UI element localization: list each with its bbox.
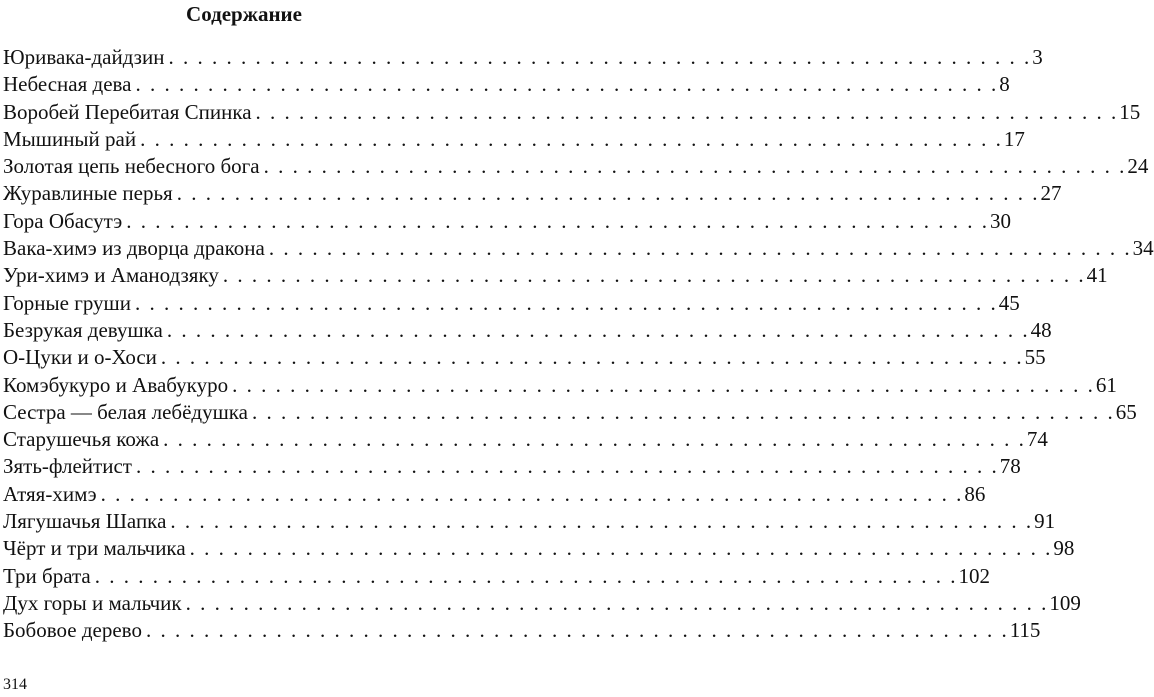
toc-entry — [3, 481, 986, 508]
toc-entry — [3, 235, 1154, 262]
toc-entry-title: Золотая цепь небесного бога — [3, 154, 260, 179]
toc-entry-page: 55 — [1024, 345, 1046, 370]
toc-leader-dots: . . . . . . . . . . . . . . . . . . . . . . . . . . . . . . . . . . . . . . . . . . . . . . . . . . . . . . . . . . . . — [268, 236, 1132, 261]
toc-entry-title: О-Цуки и о-Хоси — [3, 345, 157, 370]
toc-leader-dots: . . . . . . . . . . . . . . . . . . . . . . . . . . . . . . . . . . . . . . . . . . . . . . . . . . . . . . . . . . . . — [126, 208, 990, 233]
toc-entry-page: 74 — [1026, 427, 1048, 452]
toc-entry — [3, 99, 1141, 126]
toc-leader-dots: . . . . . . . . . . . . . . . . . . . . . . . . . . . . . . . . . . . . . . . . . . . . . . . . . . . . . . . . . . . . — [176, 181, 1040, 206]
toc-entry-page: 48 — [1030, 317, 1052, 342]
toc-entry-page: 91 — [1034, 509, 1056, 534]
toc-entry-title: Дух горы и мальчик — [3, 590, 182, 615]
toc-entry — [3, 262, 1108, 289]
toc-entry-page: 41 — [1086, 263, 1108, 288]
toc-entry-page: 3 — [1032, 45, 1043, 69]
toc-entry — [3, 590, 1081, 617]
toc-entry-page: 65 — [1115, 399, 1137, 424]
toc-entry — [3, 344, 1046, 371]
toc-entry — [3, 535, 1075, 562]
toc-leader-dots: . . . . . . . . . . . . . . . . . . . . . . . . . . . . . . . . . . . . . . . . . . . . . . . . . . . . . . . . . . . . — [170, 509, 1034, 534]
toc-entry-page: 17 — [1003, 126, 1025, 151]
toc-leader-dots: . . . . . . . . . . . . . . . . . . . . . . . . . . . . . . . . . . . . . . . . . . . . . . . . . . . . . . . . . . . . — [232, 372, 1095, 397]
toc-entry-title: Юривака-дайдзин — [3, 45, 165, 69]
toc-entry — [3, 563, 990, 590]
toc-entry-page: 45 — [998, 290, 1020, 315]
toc-entry-title: Мышиный рай — [3, 126, 137, 151]
toc-leader-dots: . . . . . . . . . . . . . . . . . . . . . . . . . . . . . . . . . . . . . . . . . . . . . . . . . . . . . . . . . . . . — [166, 317, 1030, 342]
toc-entry-title: Вака-химэ из дворца дракона — [3, 236, 265, 261]
toc-entry-title: Ури-химэ и Аманодзяку — [3, 263, 219, 288]
toc-leader-dots: . . . . . . . . . . . . . . . . . . . . . . . . . . . . . . . . . . . . . . . . . . . . . . . . . . . . . . . . . . . . — [134, 290, 998, 315]
toc-leader-dots: . . . . . . . . . . . . . . . . . . . . . . . . . . . . . . . . . . . . . . . . . . . . . . . . . . . . . . . . . . . . — [185, 590, 1049, 615]
toc-entry-title: Журавлиные перья — [3, 181, 173, 206]
toc-entry — [3, 453, 1021, 480]
toc-leader-dots: . . . . . . . . . . . . . . . . . . . . . . . . . . . . . . . . . . . . . . . . . . . . . . . . . . . . . . . . . . . . — [222, 263, 1086, 288]
toc-entry — [3, 71, 1010, 98]
toc-entry — [3, 180, 1062, 207]
toc-leader-dots: . . . . . . . . . . . . . . . . . . . . . . . . . . . . . . . . . . . . . . . . . . . . . . . . . . . . . . . . . . . . — [135, 454, 999, 479]
toc-entry-title: Три брата — [3, 563, 91, 588]
toc-entry-page: 86 — [964, 481, 986, 506]
toc-entry — [3, 208, 1012, 235]
toc-entry-title: Лягушачья Шапка — [3, 509, 167, 534]
toc-entry — [3, 617, 1041, 644]
toc-entry-title: Небесная дева — [3, 72, 132, 97]
toc-entry-page: 98 — [1053, 536, 1075, 561]
toc-leader-dots: . . . . . . . . . . . . . . . . . . . . . . . . . . . . . . . . . . . . . . . . . . . . . . . . . . . . . . . . . . . . — [160, 345, 1024, 370]
toc-entry-page: 30 — [990, 208, 1012, 233]
toc-leader-dots: . . . . . . . . . . . . . . . . . . . . . . . . . . . . . . . . . . . . . . . . . . . . . . . . . . . . . . . . . . . . — [189, 536, 1053, 561]
toc-entry-page: 61 — [1095, 372, 1117, 397]
toc-entry — [3, 317, 1052, 344]
toc-entry-page: 102 — [958, 563, 990, 588]
toc-entry-title: Сестра — белая лебёдушка — [3, 399, 248, 424]
toc-entry-title: Чёрт и три мальчика — [3, 536, 186, 561]
toc-entry-page: 115 — [1009, 618, 1041, 643]
toc-leader-dots: . . . . . . . . . . . . . . . . . . . . . . . . . . . . . . . . . . . . . . . . . . . . . . . . . . . . . . . . . . . . — [252, 399, 1115, 424]
toc-entry — [3, 399, 1137, 426]
toc-entry-page: 109 — [1049, 590, 1081, 615]
toc-entry-title: Комэбукуро и Авабукуро — [3, 372, 229, 397]
toc-entry-title: Безрукая девушка — [3, 317, 163, 342]
toc-entry — [3, 372, 1117, 399]
toc-entry-title: Атяя-химэ — [3, 481, 97, 506]
toc-entry-page: 8 — [999, 72, 1010, 97]
toc-leader-dots: . . . . . . . . . . . . . . . . . . . . . . . . . . . . . . . . . . . . . . . . . . . . . . . . . . . . . . . . . . . . — [163, 427, 1026, 452]
toc-entry-page: 78 — [999, 454, 1021, 479]
toc-entry-page: 15 — [1119, 99, 1141, 124]
page-title: Содержание — [186, 2, 302, 26]
toc-leader-dots: . . . . . . . . . . . . . . . . . . . . . . . . . . . . . . . . . . . . . . . . . . . . . . . . . . . . . . . . . . . . — [145, 618, 1009, 643]
toc-entry-title: Горные груши — [3, 290, 131, 315]
table-of-contents — [3, 44, 1154, 645]
toc-entry-title: Воробей Перебитая Спинка — [3, 99, 252, 124]
toc-entry — [3, 126, 1025, 153]
toc-leader-dots: . . . . . . . . . . . . . . . . . . . . . . . . . . . . . . . . . . . . . . . . . . . . . . . . . . . . . . . . . . . . — [100, 481, 964, 506]
toc-leader-dots: . . . . . . . . . . . . . . . . . . . . . . . . . . . . . . . . . . . . . . . . . . . . . . . . . . . . . . . . . . . . — [135, 72, 999, 97]
toc-leader-dots: . . . . . . . . . . . . . . . . . . . . . . . . . . . . . . . . . . . . . . . . . . . . . . . . . . . . . . . . . . . . — [168, 45, 1032, 69]
page-number: 314 — [3, 676, 27, 693]
toc-entry — [3, 508, 1056, 535]
toc-leader-dots: . . . . . . . . . . . . . . . . . . . . . . . . . . . . . . . . . . . . . . . . . . . . . . . . . . . . . . . . . . . . — [255, 99, 1119, 124]
toc-entry-title: Старушечья кожа — [3, 427, 160, 452]
toc-entry-page: 24 — [1127, 154, 1149, 179]
toc-entry-title: Зять-флейтист — [3, 454, 132, 479]
toc-entry — [3, 44, 1043, 71]
toc-leader-dots: . . . . . . . . . . . . . . . . . . . . . . . . . . . . . . . . . . . . . . . . . . . . . . . . . . . . . . . . . . . . — [94, 563, 958, 588]
toc-entry — [3, 426, 1048, 453]
toc-entry-page: 34 — [1132, 236, 1154, 261]
toc-entry-title: Бобовое дерево — [3, 618, 142, 643]
toc-leader-dots: . . . . . . . . . . . . . . . . . . . . . . . . . . . . . . . . . . . . . . . . . . . . . . . . . . . . . . . . . . . . — [263, 154, 1127, 179]
toc-leader-dots: . . . . . . . . . . . . . . . . . . . . . . . . . . . . . . . . . . . . . . . . . . . . . . . . . . . . . . . . . . . . — [140, 126, 1003, 151]
toc-entry-page: 27 — [1040, 181, 1062, 206]
toc-entry — [3, 290, 1020, 317]
toc-entry-title: Гора Обасутэ — [3, 208, 123, 233]
toc-entry — [3, 153, 1149, 180]
